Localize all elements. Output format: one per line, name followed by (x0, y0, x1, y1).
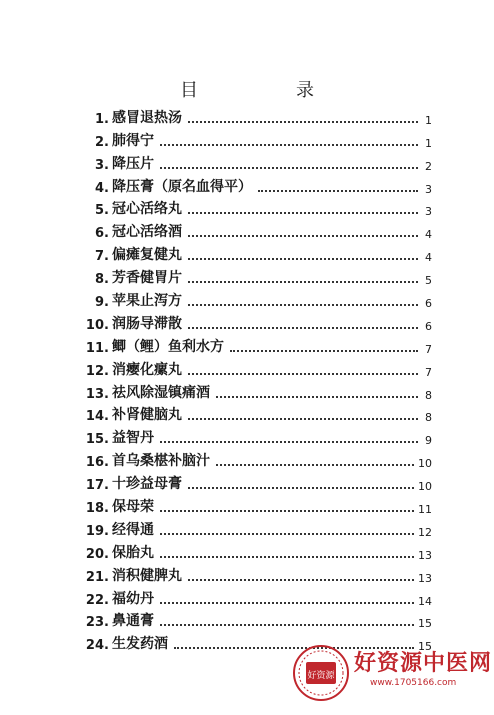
entry-title: 补肾健脑丸 (112, 407, 182, 424)
entry-page: 1 (425, 113, 432, 127)
entry-separator: . (104, 615, 109, 631)
watermark-url: www.1705166.com (370, 678, 457, 688)
toc-entry[interactable] (76, 608, 432, 631)
entry-page: 7 (425, 342, 432, 356)
dot-leader (160, 624, 414, 626)
entry-page: 5 (425, 274, 432, 288)
entry-number: 23 (85, 615, 104, 631)
entry-title: 苹果止泻方 (112, 293, 182, 310)
toc-entry[interactable] (76, 356, 432, 379)
entry-number: 18 (85, 501, 104, 517)
entry-number: 6 (94, 226, 104, 242)
dot-leader (188, 487, 414, 489)
dot-leader (188, 212, 418, 214)
entry-title: 降压片 (112, 155, 154, 172)
entry-page: 13 (418, 548, 432, 562)
entry-number: 16 (85, 455, 104, 471)
entry-page: 7 (425, 365, 432, 379)
dot-leader (188, 327, 418, 329)
toc-entry[interactable] (76, 470, 432, 493)
entry-separator: . (104, 180, 109, 196)
entry-number: 21 (85, 569, 104, 585)
entry-page: 14 (418, 594, 432, 608)
entry-page: 10 (418, 457, 432, 471)
entry-separator: . (104, 203, 109, 219)
entry-separator: . (104, 295, 109, 311)
entry-separator: . (104, 546, 109, 562)
entry-title: 生发药酒 (112, 636, 168, 653)
entry-title: 消瘿化瘰丸 (112, 361, 182, 378)
toc-entry[interactable] (76, 310, 432, 333)
seal-logo-icon (292, 644, 350, 702)
entry-separator: . (104, 478, 109, 494)
entry-page: 8 (425, 411, 432, 425)
entry-separator: . (104, 340, 109, 356)
entry-number: 1 (94, 111, 104, 127)
entry-separator: . (104, 592, 109, 608)
watermark (292, 642, 493, 710)
toc-entry[interactable] (76, 402, 432, 425)
entry-separator: . (104, 569, 109, 585)
toc-entry[interactable] (76, 493, 432, 516)
dot-leader (188, 121, 418, 123)
entry-number: 20 (85, 546, 104, 562)
entry-separator: . (104, 523, 109, 539)
dot-leader (160, 533, 414, 535)
toc-entry[interactable] (76, 447, 432, 470)
entry-title: 降压膏（原名血得平） (112, 178, 252, 195)
entry-separator: . (104, 409, 109, 425)
toc-entry[interactable] (76, 196, 432, 219)
entry-title: 福幼丹 (112, 590, 154, 607)
dot-leader (160, 510, 414, 512)
entry-number: 19 (85, 523, 104, 539)
toc-entry[interactable] (76, 127, 432, 150)
entry-title: 芳香健胃片 (112, 270, 182, 287)
toc-entry[interactable] (76, 287, 432, 310)
entry-title: 感冒退热汤 (112, 109, 182, 126)
toc-entry[interactable] (76, 241, 432, 264)
entry-title: 经得通 (112, 521, 154, 538)
entry-title: 润肠导滞散 (112, 315, 182, 332)
toc-entry[interactable] (76, 333, 432, 356)
dot-leader (188, 258, 418, 260)
entry-title: 保母荣 (112, 499, 154, 516)
entry-page: 12 (418, 525, 432, 539)
dot-leader (160, 144, 418, 146)
entry-separator: . (104, 317, 109, 333)
entry-separator: . (104, 272, 109, 288)
entry-page: 4 (425, 251, 432, 265)
entry-title: 冠心活络酒 (112, 224, 182, 241)
entry-title: 偏瘫复健丸 (112, 247, 182, 264)
entry-separator: . (104, 226, 109, 242)
entry-number: 8 (94, 272, 104, 288)
entry-number: 4 (94, 180, 104, 196)
entry-number: 17 (85, 478, 104, 494)
toc-entry[interactable] (76, 379, 432, 402)
dot-leader (160, 556, 414, 558)
entry-number: 2 (94, 134, 104, 150)
dot-leader (160, 441, 418, 443)
entry-title: 消积健脾丸 (112, 567, 182, 584)
entry-title: 鼻通膏 (112, 613, 154, 630)
entry-separator: . (104, 432, 109, 448)
entry-number: 9 (94, 295, 104, 311)
entry-separator: . (104, 134, 109, 150)
dot-leader (188, 235, 418, 237)
toc-entry[interactable] (76, 218, 432, 241)
entry-separator: . (104, 157, 109, 173)
watermark-text: 好资源中医网 (354, 651, 493, 676)
entry-page: 3 (425, 182, 432, 196)
toc-entry[interactable] (76, 150, 432, 173)
dot-leader (230, 350, 418, 352)
dot-leader (188, 373, 418, 375)
entry-separator: . (104, 111, 109, 127)
toc-entry[interactable] (76, 424, 432, 447)
entry-page: 4 (425, 228, 432, 242)
entry-separator: . (104, 363, 109, 379)
dot-leader (188, 281, 418, 283)
entry-page: 1 (425, 136, 432, 150)
dot-leader (258, 190, 418, 192)
entry-title: 十珍益母膏 (112, 476, 182, 493)
entry-page: 2 (425, 159, 432, 173)
entry-page: 3 (425, 205, 432, 219)
entry-number: 15 (85, 432, 104, 448)
dot-leader (160, 602, 414, 604)
entry-page: 8 (425, 388, 432, 402)
entry-number: 24 (85, 638, 104, 654)
entry-page: 15 (418, 640, 432, 654)
entry-number: 22 (85, 592, 104, 608)
entry-number: 11 (85, 340, 104, 356)
entry-title: 益智丹 (112, 430, 154, 447)
entry-page: 10 (418, 480, 432, 494)
entry-number: 12 (85, 363, 104, 379)
entry-page: 6 (425, 297, 432, 311)
entry-title: 肺得宁 (112, 132, 154, 149)
entry-number: 13 (85, 386, 104, 402)
entry-title: 鲫（鲤）鱼利水方 (112, 338, 224, 355)
toc-entry[interactable] (76, 264, 432, 287)
dot-leader (216, 396, 418, 398)
entry-title: 保胎丸 (112, 544, 154, 561)
entry-page: 13 (418, 571, 432, 585)
entry-separator: . (104, 386, 109, 402)
toc-entry[interactable] (76, 516, 432, 539)
entry-title: 首乌桑椹补脑汁 (112, 453, 210, 470)
toc-entry[interactable] (76, 104, 432, 127)
dot-leader (160, 167, 418, 169)
entry-separator: . (104, 501, 109, 517)
entry-page: 9 (425, 434, 432, 448)
entry-page: 15 (418, 617, 432, 631)
dot-leader (188, 579, 414, 581)
page-title: 目 录 (180, 80, 354, 101)
entry-title: 冠心活络丸 (112, 201, 182, 218)
entry-number: 7 (94, 249, 104, 265)
entry-separator: . (104, 249, 109, 265)
toc-entry[interactable] (76, 539, 432, 562)
entry-number: 10 (85, 317, 104, 333)
entry-page: 6 (425, 319, 432, 333)
entry-page: 11 (418, 503, 432, 517)
entry-number: 3 (94, 157, 104, 173)
entry-number: 5 (94, 203, 104, 219)
entry-separator: . (104, 455, 109, 471)
dot-leader (188, 418, 418, 420)
entry-separator: . (104, 638, 109, 654)
dot-leader (216, 464, 414, 466)
toc-entry[interactable] (76, 562, 432, 585)
table-of-contents (76, 104, 432, 653)
entry-number: 14 (85, 409, 104, 425)
seal-text: 好资源 (307, 671, 335, 681)
toc-entry[interactable] (76, 585, 432, 608)
dot-leader (188, 304, 418, 306)
entry-title: 祛风除湿镇痛酒 (112, 384, 210, 401)
toc-entry[interactable] (76, 173, 432, 196)
